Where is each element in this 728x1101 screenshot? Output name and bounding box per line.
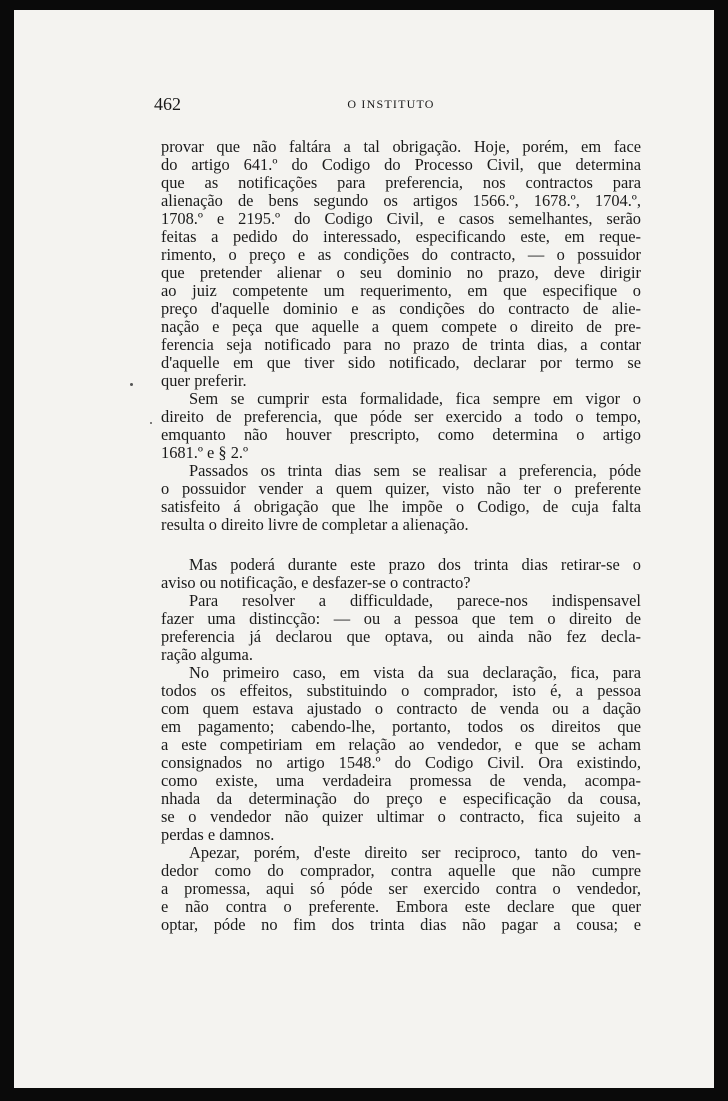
text-line: e não contra o preferente. Embora este declare que quer: [161, 897, 641, 916]
text-line: 1681.º e § 2.º: [161, 443, 249, 462]
text-line: consignados no artigo 1548.º do Codigo Civil. Ora existindo,: [161, 753, 641, 772]
text-line: d'aquelle em que tiver sido notificado, declarar por termo se: [161, 353, 641, 372]
print-speck: [150, 422, 152, 424]
text-line: alienação de bens segundo os artigos 1566.º, 1678.º, 1704.º,: [161, 191, 641, 210]
text-line: em pagamento; cabendo-lhe, portanto, todos os direitos que: [161, 717, 641, 736]
text-line: resulta o direito livre de completar a alienação.: [161, 515, 469, 534]
paragraph: [161, 844, 641, 934]
text-line: Passados os trinta dias sem se realisar a preferencia, póde: [189, 461, 641, 480]
text-line: aviso ou notificação, e desfazer-se o contracto?: [161, 573, 471, 592]
text-line: preferencia já declarou que optava, ou ainda não fez decla-: [161, 627, 641, 646]
page-header: [154, 94, 628, 124]
running-title: O INSTITUTO: [347, 97, 435, 111]
text-line: No primeiro caso, em vista da sua declaração, fica, para: [189, 663, 641, 682]
text-line: com quem estava ajustado o contracto de venda ou a dação: [161, 699, 641, 718]
text-line: Apezar, porém, d'este direito ser reciproco, tanto do ven-: [189, 843, 641, 862]
text-line: ao juiz competente um requerimento, em que especifique o: [161, 281, 641, 300]
body-text: [161, 138, 641, 934]
text-line: perdas e damnos.: [161, 825, 275, 844]
text-line: se o vendedor não quizer ultimar o contracto, fica sujeito a: [161, 807, 641, 826]
text-line: direito de preferencia, que póde ser exercido a todo o tempo,: [161, 407, 641, 426]
text-line: ferencia seja notificado para no prazo de trinta dias, a contar: [161, 335, 641, 354]
paragraph: [161, 664, 641, 844]
text-line: rimento, o preço e as condições do contracto, — o possuidor: [161, 245, 641, 264]
text-line: que as notificações para preferencia, nos contractos para: [161, 173, 641, 192]
text-line: 1708.º e 2195.º do Codigo Civil, e casos semelhantes, serão: [161, 209, 641, 228]
paragraph: [161, 390, 641, 462]
print-speck: [130, 383, 133, 386]
text-line: dedor como do comprador, contra aquelle que não cumpre: [161, 861, 641, 880]
text-line: nação e peça que aquelle a quem compete o direito de pre-: [161, 317, 641, 336]
text-line: provar que não faltára a tal obrigação. Hoje, porém, em face: [161, 137, 641, 156]
text-line: ração alguma.: [161, 645, 253, 664]
text-line: nhada da determinação do preço e especificação da cousa,: [161, 789, 641, 808]
text-line: como existe, uma verdadeira promessa de venda, acompa-: [161, 771, 641, 790]
paragraph: [161, 138, 641, 390]
text-line: todos os effeitos, substituindo o comprador, isto é, a pessoa: [161, 681, 641, 700]
text-line: quer preferir.: [161, 371, 247, 390]
paragraph: [161, 462, 641, 534]
text-line: fazer uma distincção: — ou a pessoa que tem o direito de: [161, 609, 641, 628]
paragraph-gap: [161, 534, 641, 556]
text-line: a promessa, aqui só póde ser exercido contra o vendedor,: [161, 879, 641, 898]
text-line: Para resolver a difficuldade, parece-nos indispensavel: [189, 591, 641, 610]
paragraph: [161, 592, 641, 664]
text-line: a este competiriam em relação ao vendedor, e que se acham: [161, 735, 641, 754]
text-line: optar, póde no fim dos trinta dias não pagar a cousa; e: [161, 915, 641, 934]
page-number: 462: [154, 94, 181, 114]
text-line: feitas a pedido do interessado, especificando este, em reque-: [161, 227, 641, 246]
text-line: satisfeito á obrigação que lhe impõe o Codigo, de cuja falta: [161, 497, 641, 516]
text-line: o possuidor vender a quem quizer, visto não ter o preferente: [161, 479, 641, 498]
text-line: do artigo 641.º do Codigo do Processo Civil, que determina: [161, 155, 641, 174]
text-line: preço d'aquelle dominio e as condições do contracto de alie-: [161, 299, 641, 318]
scanned-page: [14, 10, 714, 1088]
text-line: que pretender alienar o seu dominio no prazo, deve dirigir: [161, 263, 641, 282]
text-line: Mas poderá durante este prazo dos trinta dias retirar-se o: [189, 555, 641, 574]
paragraph: [161, 556, 641, 592]
text-line: emquanto não houver prescripto, como determina o artigo: [161, 425, 641, 444]
text-line: Sem se cumprir esta formalidade, fica sempre em vigor o: [189, 389, 641, 408]
